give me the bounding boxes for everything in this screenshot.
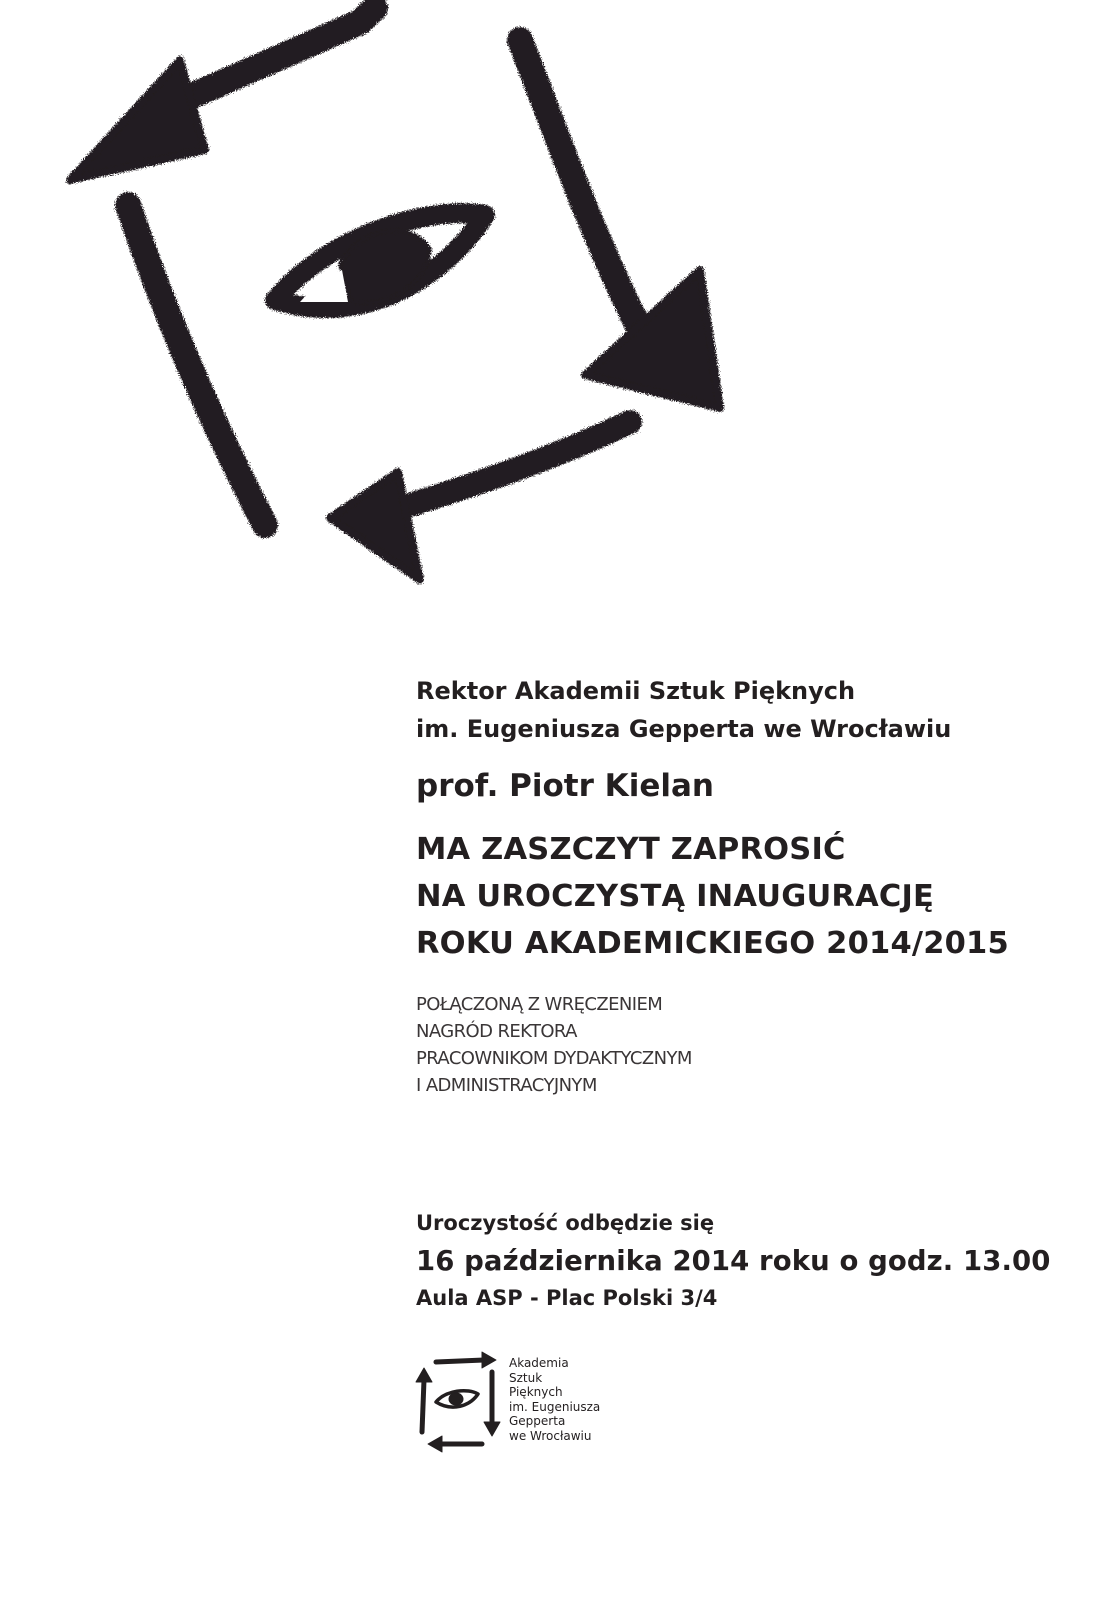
invitation-subtext (416, 991, 1106, 1099)
academy-emblem-large (30, 0, 730, 600)
academy-logo (412, 1350, 672, 1460)
logo-text-line-3: Pięknych (509, 1385, 563, 1399)
subtext-line-3: PRACOWNIKOM DYDAKTYCZNYM (416, 1048, 692, 1069)
invitation-heading-line-1: MA ZASZCZYT ZAPROSIĆ (416, 832, 846, 867)
logo-text-line-4: im. Eugeniusza (509, 1399, 601, 1414)
subtext-line-2: NAGRÓD REKTORA (416, 1021, 577, 1042)
host-name: prof. Piotr Kielan (416, 768, 714, 804)
event-place: Aula ASP - Plac Polski 3/4 (416, 1286, 718, 1310)
logo-text-line-2: Sztuk (509, 1370, 543, 1385)
invitation-heading (416, 826, 1106, 967)
academy-logo-text (509, 1356, 600, 1443)
host-institution-line-1: Rektor Akademii Sztuk Pięknych (416, 677, 856, 705)
host-institution-line-2: im. Eugeniusza Gepperta we Wrocławiu (416, 715, 952, 743)
logo-text-line-6: we Wrocławiu (509, 1428, 592, 1443)
invitation-heading-line-2: NA UROCZYSTĄ INAUGURACJĘ (416, 879, 935, 914)
emblem-eye-arrows-icon (30, 0, 730, 600)
subtext-line-1: POŁĄCZONĄ Z WRĘCZENIEM (416, 994, 663, 1015)
event-date-time: 16 października 2014 roku o godz. 13.00 (416, 1245, 1051, 1277)
logo-text-line-5: Gepperta (509, 1414, 566, 1428)
subtext-line-4: I ADMINISTRACYJNYM (416, 1075, 597, 1096)
academy-emblem-icon (412, 1350, 504, 1454)
invitation-heading-line-3: ROKU AKADEMICKIEGO 2014/2015 (416, 926, 1009, 961)
event-details (416, 1206, 1106, 1314)
invitation-block (416, 672, 1106, 1099)
logo-text-line-1: Akademia (509, 1356, 569, 1370)
event-intro: Uroczystość odbędzie się (416, 1211, 715, 1235)
